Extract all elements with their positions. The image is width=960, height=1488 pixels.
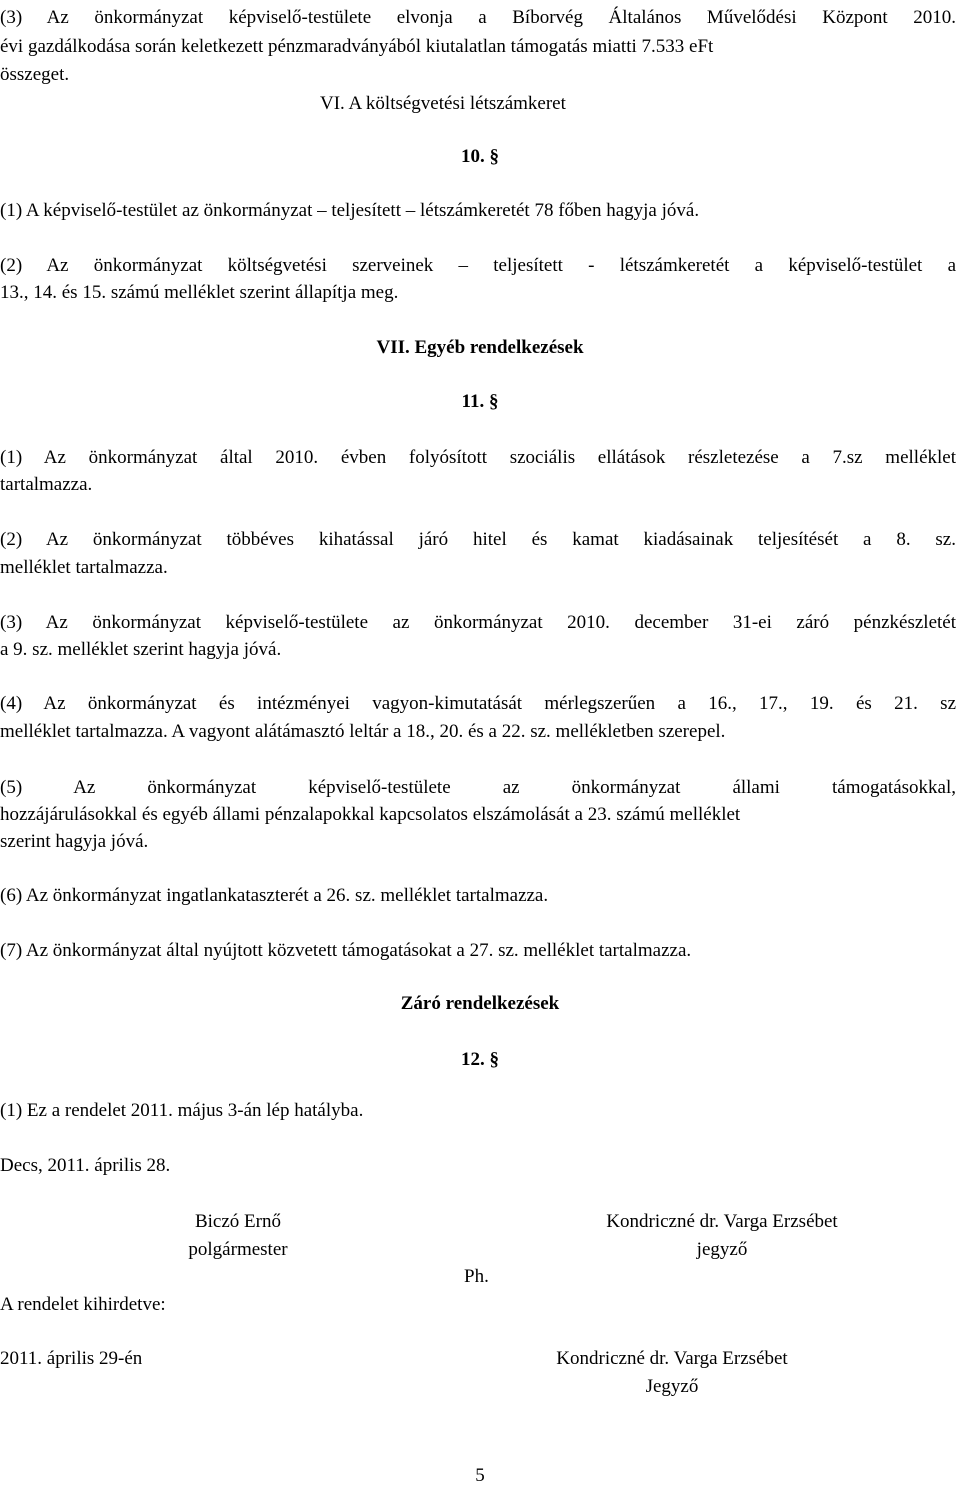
section-11-para-5-line-3: szerint hagyja jóvá. [0,831,149,852]
section-11-para-1-line-1: (1) Az önkormányzat által 2010. évben folyósított szociális ellátások részletezése a 7.sz melléklet [0,447,956,468]
section-11-para-3-line-2: a 9. sz. melléklet szerint hagyja jóvá. [0,639,282,660]
section-11-para-5-line-1: (5) Az önkormányzat képviselő-testülete az önkormányzat állami támogatásokkal, [0,777,956,798]
section-10-para-2-line-2: 13., 14. és 15. számú melléklet szerint állapítja meg. [0,282,399,303]
mayor-title: polgármester [188,1239,288,1260]
mayor-signature-block [150,1208,326,1264]
notary-2-signature-block [514,1345,830,1401]
notary-name: Kondriczné dr. Varga Erzsébet [606,1211,838,1232]
notary-2-title: Jegyző [645,1376,699,1397]
section-11-para-1-line-2: tartalmazza. [0,474,93,495]
notary-title: jegyző [696,1239,748,1260]
chapter-7-heading: VII. Egyéb rendelkezések [376,337,584,358]
section-11-para-4-line-1: (4) Az önkormányzat és intézményei vagyon-kimutatását mérlegszerűen a 16., 17., 19. és 21. sz [0,693,956,714]
section-11-para-7: (7) Az önkormányzat által nyújtott közvetett támogatásokat a 27. sz. melléklet tartalmazza. [0,940,692,961]
closing-heading: Záró rendelkezések [400,993,560,1014]
section-10-heading: 10. § [461,146,499,167]
promulgation-label: A rendelet kihirdetve: [0,1294,166,1315]
carryover-line-2: évi gazdálkodása során keletkezett pénzmaradványából kiutalatlan támogatás miatti 7.533 eFt [0,36,714,57]
section-11-para-6: (6) Az önkormányzat ingatlankataszterét a 26. sz. melléklet tartalmazza. [0,885,549,906]
section-10-para-2-line-1: (2) Az önkormányzat költségvetési szerveinek – teljesített - létszámkeretét a képviselő-testület a [0,255,956,276]
notary-signature-block [564,1208,880,1264]
page-number: 5 [475,1465,485,1486]
section-11-para-2-line-2: melléklet tartalmazza. [0,557,168,578]
section-10-para-1: (1) A képviselő-testület az önkormányzat – teljesített – létszámkeretét 78 főben hagyja jóvá. [0,200,700,221]
carryover-line-1: (3) Az önkormányzat képviselő-testülete elvonja a Bíborvég Általános Művelődési Központ 2010. [0,7,956,28]
section-11-para-4-line-2: melléklet tartalmazza. A vagyont alátámasztó leltár a 18., 20. és a 22. sz. mellékletben szerepel. [0,721,726,742]
chapter-6-heading: VI. A költségvetési létszámkeret [320,93,566,114]
section-11-heading: 11. § [461,391,499,412]
promulgation-date: 2011. április 29-én [0,1348,143,1369]
section-12-para-1: (1) Ez a rendelet 2011. május 3-án lép hatályba. [0,1100,364,1121]
notary-2-name: Kondriczné dr. Varga Erzsébet [556,1348,788,1369]
carryover-line-3: összeget. [0,64,70,85]
section-12-heading: 12. § [461,1049,499,1070]
section-11-para-3-line-1: (3) Az önkormányzat képviselő-testülete az önkormányzat 2010. december 31-ei záró pénzkészletét [0,612,956,633]
mayor-name: Biczó Ernő [194,1211,281,1232]
section-11-para-2-line-1: (2) Az önkormányzat többéves kihatással járó hitel és kamat kiadásainak teljesítését a 8. sz. [0,529,956,550]
stamp-placeholder: Ph. [464,1266,489,1287]
section-11-para-5-line-2: hozzájárulásokkal és egyéb állami pénzalapokkal kapcsolatos elszámolását a 23. számú melléklet [0,804,741,825]
place-and-date: Decs, 2011. április 28. [0,1155,171,1176]
